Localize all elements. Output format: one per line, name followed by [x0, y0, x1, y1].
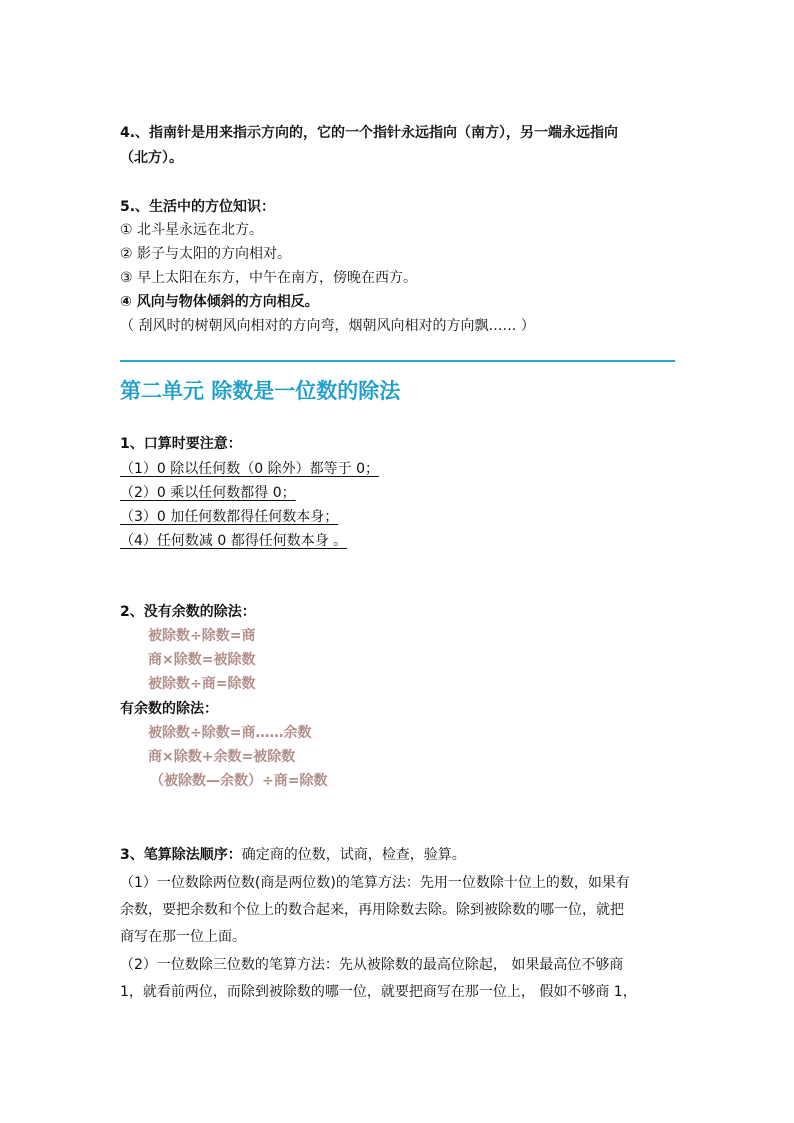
- paragraph-line: （2）一位数除三位数的笔算方法：先从被除数的最高位除起， 如果最高位不够商: [120, 957, 624, 973]
- oral-rule: （3）0 加任何数都得任何数本身；: [120, 509, 339, 525]
- paragraph-line: 商写在那一位上面。: [120, 929, 246, 945]
- oral-heading: 1、口算时要注意：: [120, 436, 242, 452]
- formula: 被除数÷除数=商: [148, 628, 256, 644]
- formula: 商×除数+余数=被除数: [148, 749, 296, 765]
- list-item: ③ 早上太阳在东方，中午在南方，傍晚在西方。: [120, 270, 417, 286]
- list-item: ④ 风向与物体倾斜的方向相反。: [120, 294, 319, 310]
- written-heading: 3、笔算除法顺序：: [120, 847, 242, 863]
- written-heading-rest: 确定商的位数，试商，检查，验算。: [241, 847, 466, 863]
- oral-rule: （2）0 乘以任何数都得 0；: [120, 485, 296, 501]
- formula: （被除数—余数）÷商=除数: [150, 773, 328, 789]
- oral-rule: （4）任何数减 0 都得任何数本身 。: [120, 533, 348, 549]
- no-remainder-heading: 2、没有余数的除法：: [120, 604, 256, 620]
- paragraph-line: （1）一位数除两位数(商是两位数)的笔算方法：先用一位数除十位上的数，如果有: [120, 875, 630, 891]
- list-item: ② 影子与太阳的方向相对。: [120, 246, 292, 262]
- paragraph-line: 1，就看前两位，而除到被除数的哪一位，就要把商写在那一位上， 假如不够商 1，: [120, 984, 637, 1000]
- paragraph-line: 余数，要把余数和个位上的数合起来，再用除数去除。除到被除数的哪一位，就把: [120, 902, 624, 918]
- section-divider: [120, 360, 675, 362]
- formula: 商×除数=被除数: [148, 652, 256, 668]
- formula: 被除数÷商=除数: [148, 676, 256, 692]
- formula: 被除数÷除数=商……余数: [148, 725, 312, 741]
- section5-heading: 5.、生活中的方位知识：: [120, 199, 276, 215]
- list-item: （ 刮风时的树朝风向相对的方向弯，烟朝风向相对的方向飘…… ）: [120, 318, 535, 334]
- remainder-heading: 有余数的除法：: [120, 701, 218, 717]
- oral-rule: （1）0 除以任何数（0 除外）都等于 0；: [120, 461, 379, 477]
- list-item: ① 北斗星永远在北方。: [120, 222, 264, 238]
- section4-line2: （北方）。: [120, 150, 183, 166]
- section4-line1: 4.、指南针是用来指示方向的，它的一个指针永远指向（南方），另一端永远指向: [120, 125, 619, 141]
- unit-title: 第二单元 除数是一位数的除法: [120, 379, 401, 403]
- written-heading-line: [120, 845, 466, 865]
